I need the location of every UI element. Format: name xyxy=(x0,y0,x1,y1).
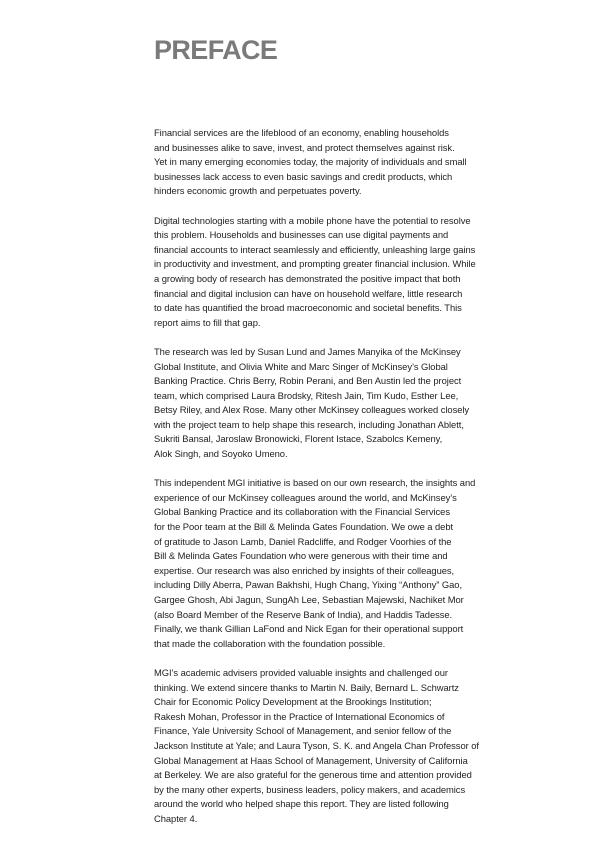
text-line: this problem. Households and businesses can use digital payments and xyxy=(154,229,449,241)
text-line: Global Management at Haas School of Management, University of California xyxy=(154,754,468,766)
text-line: of gratitude to Jason Lamb, Daniel Radcliffe, and Rodger Voorhies of the xyxy=(154,535,452,547)
text-line: Global Banking Practice and its collaboration with the Financial Services xyxy=(154,506,450,518)
text-line: The research was led by Susan Lund and James Manyika of the McKinsey xyxy=(154,345,461,357)
text-line: with the project team to help shape this research, including Jonathan Ablett, xyxy=(154,418,464,430)
text-line: Bill & Melinda Gates Foundation who were generous with their time and xyxy=(154,550,448,562)
paragraph-financial-services xyxy=(154,126,489,199)
text-line: Yet in many emerging economies today, the majority of individuals and small xyxy=(154,156,467,168)
text-line: Banking Practice. Chris Berry, Robin Perani, and Ben Austin led the project xyxy=(154,375,462,387)
text-line: thinking. We extend sincere thanks to Martin N. Baily, Bernard L. Schwartz xyxy=(154,681,459,693)
text-line: a growing body of research has demonstrated the positive impact that both xyxy=(154,272,461,284)
text-line: Rakesh Mohan, Professor in the Practice of International Economics of xyxy=(154,710,445,722)
text-line: for the Poor team at the Bill & Melinda Gates Foundation. We owe a debt xyxy=(154,521,454,533)
text-line: Chapter 4. xyxy=(154,812,198,824)
text-line: businesses lack access to even basic savings and credit products, which xyxy=(154,170,453,182)
text-line: financial accounts to interact seamlessly and efficiently, unleashing large gains xyxy=(154,243,476,255)
preface-body xyxy=(154,126,489,841)
text-line: in productivity and investment, and prompting greater financial inclusion. While xyxy=(154,258,476,270)
text-line: Jackson Institute at Yale; and Laura Tyson, S. K. and Angela Chan Professor of xyxy=(154,739,479,751)
paragraph-mgi-initiative xyxy=(154,476,489,651)
text-line: at Berkeley. We are also grateful for the generous time and attention provided xyxy=(154,769,472,781)
text-line: Alok Singh, and Soyoko Umeno. xyxy=(154,448,288,460)
text-line: MGI’s academic advisers provided valuable insights and challenged our xyxy=(154,666,448,678)
text-line: report aims to fill that gap. xyxy=(154,316,261,328)
text-line: Gargee Ghosh, Abi Jagun, SungAh Lee, Sebastian Majewski, Nachiket Mor xyxy=(154,594,464,605)
paragraph-digital-technologies xyxy=(154,214,489,331)
text-line: Sukriti Bansal, Jaroslaw Bronowicki, Florent Istace, Szabolcs Kemeny, xyxy=(154,433,443,445)
text-line: that made the collaboration with the foundation possible. xyxy=(154,637,386,649)
text-line: This independent MGI initiative is based on our own research, the insights and xyxy=(154,477,476,489)
text-line: financial and digital inclusion can have on household welfare, little research xyxy=(154,287,463,299)
text-line: Finally, we thank Gillian LaFond and Nick Egan for their operational support xyxy=(154,623,464,635)
text-line: and businesses alike to save, invest, and protect themselves against risk. xyxy=(154,141,455,153)
paragraph-research-team xyxy=(154,345,489,462)
text-line: team, which comprised Laura Brodsky, Ritesh Jain, Tim Kudo, Esther Lee, xyxy=(154,389,459,401)
text-line: hinders economic growth and perpetuates poverty. xyxy=(154,185,362,197)
text-line: Finance, Yale University School of Management, and senior fellow of the xyxy=(154,725,452,737)
text-line: Chair for Economic Policy Development at the Brookings Institution; xyxy=(154,696,432,708)
text-line: experience of our McKinsey colleagues around the world, and McKinsey’s xyxy=(154,491,457,503)
text-line: Financial services are the lifeblood of an economy, enabling households xyxy=(154,127,449,138)
text-line: expertise. Our research was also enriched by insights of their colleagues, xyxy=(154,564,455,576)
text-line: Global Institute, and Olivia White and Marc Singer of McKinsey’s Global xyxy=(154,360,448,372)
text-line: around the world who helped shape this report. They are listed following xyxy=(154,798,449,810)
text-line: Betsy Riley, and Alex Rose. Many other McKinsey colleagues worked closely xyxy=(154,404,470,416)
paragraph-academic-advisers xyxy=(154,666,489,827)
text-line: by the many other experts, business leaders, policy makers, and academics xyxy=(154,783,466,795)
text-line: Digital technologies starting with a mobile phone have the potential to resolve xyxy=(154,214,471,226)
text-line: (also Board Member of the Reserve Bank of India), and Haddis Tadesse. xyxy=(154,608,453,620)
page-title: PREFACE xyxy=(154,35,278,65)
text-line: including Dilly Aberra, Pawan Bakhshi, Hugh Chang, Yixing “Anthony” Gao, xyxy=(154,579,463,591)
text-line: to date has quantified the broad macroeconomic and societal benefits. This xyxy=(154,302,462,314)
